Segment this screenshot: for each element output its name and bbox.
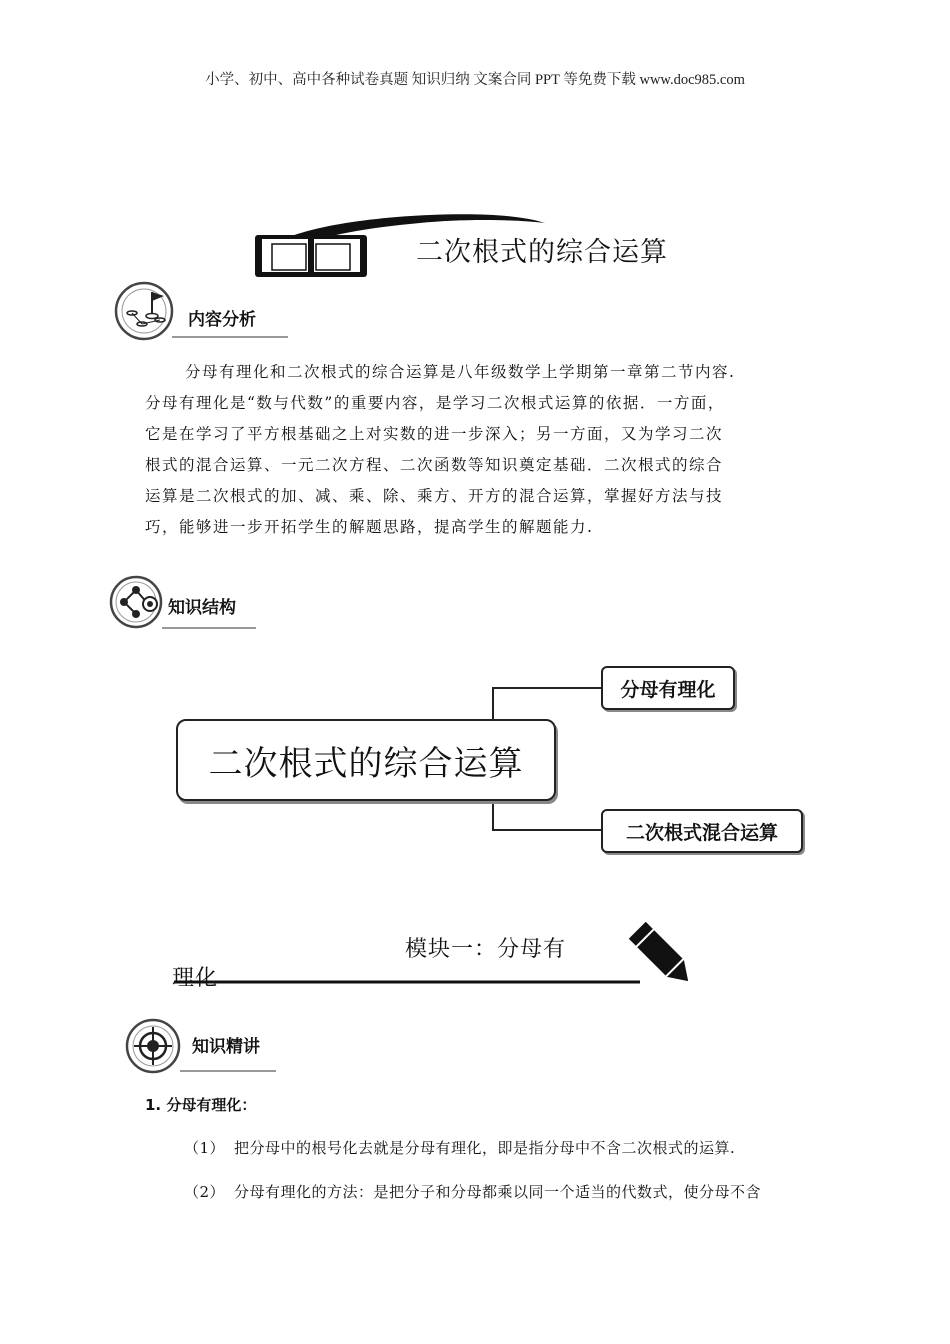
knowledge-item-heading: 1. 分母有理化： — [145, 1096, 257, 1114]
document-title: 二次根式的综合运算 — [416, 237, 668, 268]
module-underline — [170, 922, 700, 988]
subitem-text: 分母有理化的方法：是把分子和分母都乘以同一个适当的代数式，使分母不含 — [234, 1183, 762, 1201]
analysis-paragraph — [145, 357, 815, 543]
book-icon — [252, 232, 370, 280]
mindmap-child-rationalize: 分母有理化 — [601, 666, 735, 710]
mindmap-root: 二次根式的综合运算 — [176, 719, 556, 801]
module-title-line2: 理化 — [172, 966, 219, 991]
analysis-line: 它是在学习了平方根基础之上对实数的进一步深入；另一方面，又为学习二次 — [145, 425, 724, 443]
pencil-icon — [628, 922, 696, 988]
knowledge-subitem — [184, 1137, 735, 1158]
analysis-line: 分母有理化是“数与代数”的重要内容，是学习二次根式运算的依据．一方面， — [145, 394, 725, 412]
section-title-knowledge-structure: 知识结构 — [168, 598, 236, 618]
section-title-knowledge-explain: 知识精讲 — [192, 1037, 260, 1057]
analysis-line: 运算是二次根式的加、减、乘、除、乘方、开方的混合运算，掌握好方法与技 — [145, 487, 724, 505]
subitem-number: （2） — [184, 1183, 226, 1201]
subitem-text: 把分母中的根号化去就是分母有理化，即是指分母中不含二次根式的运算. — [234, 1139, 736, 1157]
header-banner: 小学、初中、高中各种试卷真题 知识归纳 文案合同 PPT 等免费下载 www.doc985.com — [205, 72, 745, 88]
subitem-number: （1） — [184, 1139, 226, 1157]
knowledge-subitem — [184, 1181, 761, 1202]
analysis-line: 根式的混合运算、一元二次方程、二次函数等知识奠定基础．二次根式的综合 — [145, 456, 724, 474]
analysis-line: 分母有理化和二次根式的综合运算是八年级数学上学期第一章第二节内容. — [185, 363, 736, 381]
analysis-line: 巧，能够进一步开拓学生的解题思路，提高学生的解题能力. — [145, 518, 594, 536]
module-title-line1: 模块一：分母有 — [405, 937, 567, 962]
section-title-content-analysis: 内容分析 — [188, 310, 256, 330]
mindmap-child-mixed-operations: 二次根式混合运算 — [601, 809, 803, 853]
